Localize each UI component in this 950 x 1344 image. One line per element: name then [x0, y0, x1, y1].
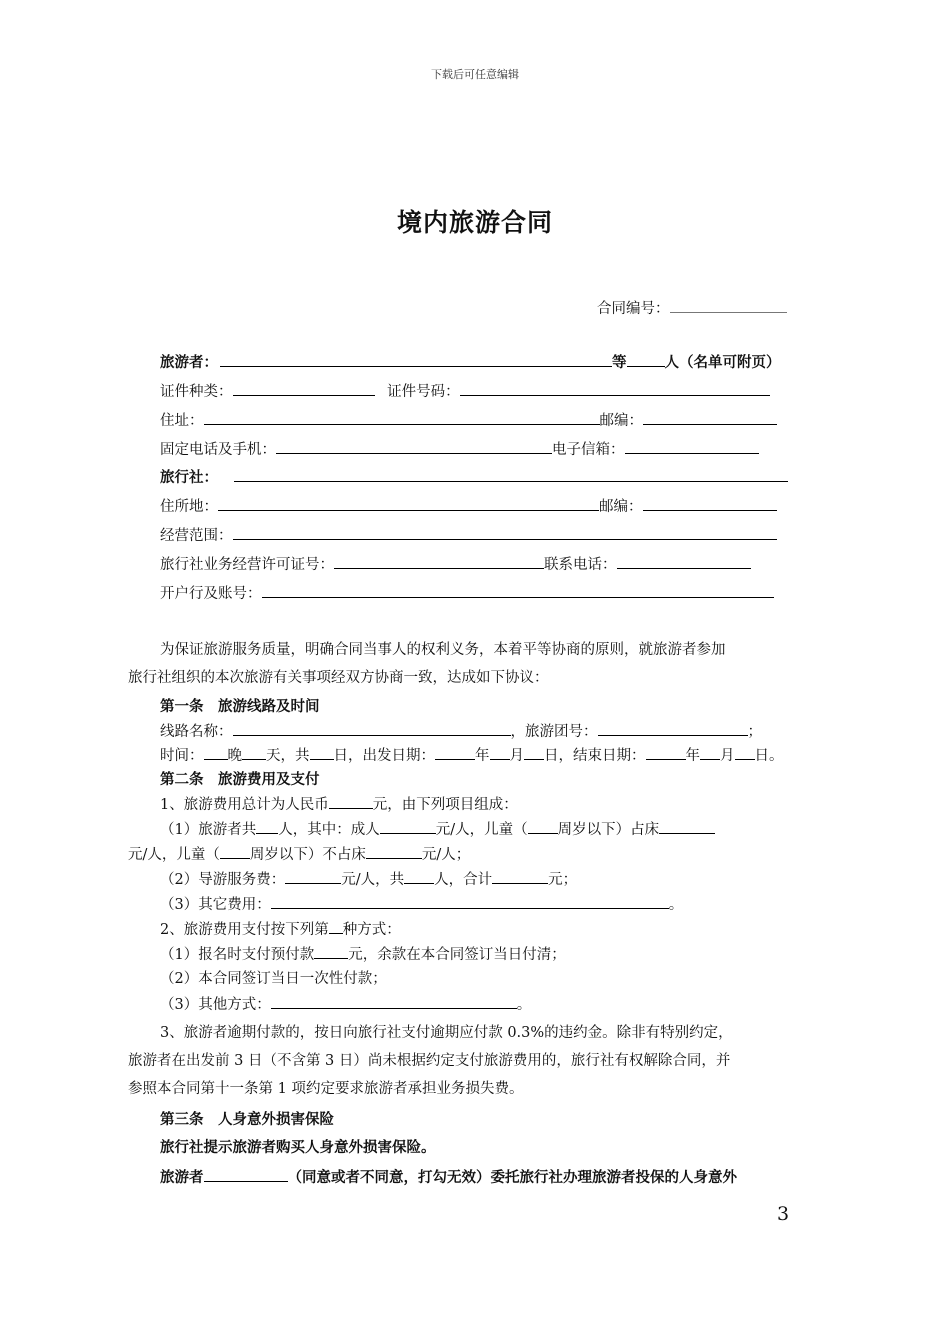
contact-phone-label: 联系电话：	[544, 557, 617, 573]
fee-item-2-line	[160, 868, 577, 890]
time-text: 日，出发日期：	[333, 748, 435, 764]
tourist-count-blank[interactable]	[627, 351, 665, 367]
tourist-suffix-a: 等	[612, 355, 627, 371]
fee-text: 人，其中：成人	[278, 822, 380, 838]
contract-number-label: 合同编号：	[597, 301, 670, 317]
insurance-line-2	[160, 1166, 737, 1188]
scope-line	[160, 524, 777, 546]
insurance-text: （同意或者不同意，打勾无效）委托旅行社办理旅游者投保的人身意外	[287, 1170, 737, 1186]
fee-text: 周岁以下）占床	[557, 822, 660, 838]
contract-number	[597, 297, 787, 319]
address-line	[160, 409, 777, 431]
fee-text: 1、旅游费用总计为人民币	[160, 797, 329, 813]
fee-text: 种方式：	[342, 922, 401, 938]
fee-item-1-cont-line	[128, 843, 470, 865]
article-3-heading: 第三条 人身意外损害保险	[160, 1112, 334, 1128]
time-text: 日。	[754, 748, 784, 764]
agency-address-line	[160, 495, 777, 517]
child-bed-fee-blank[interactable]	[659, 818, 715, 834]
other-fee-blank[interactable]	[271, 893, 669, 909]
fee-total-line	[160, 793, 518, 815]
insurance-text: 旅游者	[160, 1170, 204, 1186]
payment-method-blank[interactable]	[329, 918, 343, 934]
tourist-label: 旅游者：	[160, 355, 218, 371]
payment-option-3	[160, 993, 531, 1015]
fee-total-blank[interactable]	[329, 793, 373, 809]
fee-text: 人，合计	[434, 872, 493, 888]
address-blank[interactable]	[204, 409, 600, 425]
zip-label: 邮编：	[599, 413, 643, 429]
late-payment-line-1: 3、旅游者逾期付款的，按日向旅行社支付逾期应付款 0.3%的违约金。除非有特别约定，	[160, 1025, 733, 1041]
route-label: 线路名称：	[160, 724, 233, 740]
article-2-heading: 第二条 旅游费用及支付	[160, 772, 320, 788]
fee-text: （1）报名时支付预付款	[160, 947, 315, 963]
agency-zip-label: 邮编：	[599, 499, 643, 515]
email-label: 电子信箱：	[552, 442, 625, 458]
scope-blank[interactable]	[233, 524, 777, 540]
fee-text: 元，由下列项目组成：	[372, 797, 518, 813]
article-1-heading: 第一条 旅游线路及时间	[160, 699, 320, 715]
other-payment-blank[interactable]	[271, 993, 517, 1009]
tourist-count-blank[interactable]	[256, 818, 278, 834]
group-blank[interactable]	[598, 720, 748, 736]
fee-item-3-line	[160, 893, 683, 915]
time-text: 月	[720, 748, 735, 764]
start-year-blank[interactable]	[435, 744, 475, 760]
agency-line	[160, 466, 788, 488]
deposit-blank[interactable]	[314, 943, 348, 959]
insurance-consent-blank[interactable]	[204, 1166, 288, 1182]
time-text: 月	[509, 748, 524, 764]
scope-label: 经营范围：	[160, 528, 233, 544]
time-text: 晚	[227, 748, 242, 764]
time-text: 年	[475, 748, 490, 764]
fee-text: 元；	[548, 872, 578, 888]
fee-text: （3）其它费用：	[160, 897, 271, 913]
payment-option-2: （2）本合同签订当日一次性付款；	[160, 971, 387, 987]
fee-text: 元/人；	[421, 847, 471, 863]
page-header: 下载后可任意编辑	[431, 68, 519, 81]
page-number: 3	[777, 1203, 790, 1225]
contract-title: 境内旅游合同	[396, 208, 553, 237]
contract-number-blank[interactable]	[670, 297, 787, 313]
fee-text: 。	[516, 997, 532, 1013]
fee-text: （2）导游服务费：	[160, 872, 286, 888]
fee-text: 元/人，儿童（	[435, 822, 528, 838]
group-label: ，旅游团号：	[510, 724, 598, 740]
time-line	[160, 744, 784, 766]
start-month-blank[interactable]	[490, 744, 510, 760]
tourist-suffix-b: 人（名单可附页）	[664, 355, 781, 371]
fee-text: 元，余款在本合同签订当日付清；	[348, 947, 566, 963]
id-type-label: 证件种类：	[160, 384, 233, 400]
route-end: ；	[747, 724, 762, 740]
total-days-blank[interactable]	[310, 744, 334, 760]
fee-text: 2、旅游费用支付按下列第	[160, 922, 329, 938]
phone-line	[160, 438, 759, 460]
child-age-blank[interactable]	[220, 843, 250, 859]
phone-blank[interactable]	[276, 438, 552, 454]
child-nobed-fee-blank[interactable]	[366, 843, 422, 859]
tourist-line	[160, 351, 781, 373]
adult-fee-blank[interactable]	[380, 818, 436, 834]
end-day-blank[interactable]	[735, 744, 755, 760]
fee-text: 元/人，儿童（	[128, 847, 220, 863]
agency-address-blank[interactable]	[218, 495, 599, 511]
end-year-blank[interactable]	[646, 744, 686, 760]
days-blank[interactable]	[242, 744, 266, 760]
fee-text: 元/人，共	[341, 872, 405, 888]
fee-item-1-line	[160, 818, 715, 840]
start-day-blank[interactable]	[524, 744, 544, 760]
fee-text: 。	[668, 897, 684, 913]
intro-line-2: 旅行社组织的本次旅游有关事项经双方协商一致，达成如下协议：	[128, 670, 549, 686]
tourist-name-blank[interactable]	[220, 351, 612, 367]
child-age-blank[interactable]	[528, 818, 558, 834]
bank-label: 开户行及账号：	[160, 586, 262, 602]
license-blank[interactable]	[334, 553, 544, 569]
insurance-line-1: 旅行社提示旅游者购买人身意外损害保险。	[160, 1140, 436, 1156]
time-text: 日，结束日期：	[544, 748, 646, 764]
contact-phone-blank[interactable]	[617, 553, 751, 569]
nights-blank[interactable]	[204, 744, 228, 760]
zip-blank[interactable]	[643, 409, 777, 425]
phone-label: 固定电话及手机：	[160, 442, 276, 458]
license-line	[160, 553, 751, 575]
route-line	[160, 720, 762, 742]
bank-line	[160, 582, 774, 604]
late-payment-line-2: 旅游者在出发前 3 日（不含第 3 日）尚未根据约定支付旅游费用的，旅行社有权解除合同，并	[128, 1053, 731, 1069]
intro-line-1: 为保证旅游服务质量，明确合同当事人的权利义务，本着平等协商的原则，就旅游者参加	[160, 642, 726, 658]
guide-fee-blank[interactable]	[285, 868, 341, 884]
bank-blank[interactable]	[262, 582, 774, 598]
address-label: 住址：	[160, 413, 204, 429]
agency-blank[interactable]	[234, 466, 788, 482]
time-label: 时间：	[160, 748, 204, 764]
agency-label: 旅行社：	[160, 470, 218, 486]
late-payment-line-3: 参照本合同第十一条第 1 项约定要求旅游者承担业务损失费。	[128, 1081, 524, 1097]
id-no-blank[interactable]	[460, 380, 770, 396]
agency-address-label: 住所地：	[160, 499, 218, 515]
time-text: 年	[685, 748, 700, 764]
id-no-label: 证件号码：	[387, 384, 460, 400]
fee-text: 周岁以下）不占床	[249, 847, 366, 863]
fee-text: （3）其他方式：	[160, 997, 271, 1013]
time-text: 天，共	[266, 748, 310, 764]
guide-count-blank[interactable]	[404, 868, 434, 884]
guide-total-blank[interactable]	[492, 868, 548, 884]
agency-zip-blank[interactable]	[643, 495, 777, 511]
route-blank[interactable]	[233, 720, 511, 736]
id-line	[160, 380, 770, 402]
payment-option-1	[160, 943, 566, 965]
end-month-blank[interactable]	[700, 744, 720, 760]
license-label: 旅行社业务经营许可证号：	[160, 557, 334, 573]
payment-method-line	[160, 918, 401, 940]
id-type-blank[interactable]	[233, 380, 375, 396]
email-blank[interactable]	[625, 438, 759, 454]
fee-text: （1）旅游者共	[160, 822, 257, 838]
